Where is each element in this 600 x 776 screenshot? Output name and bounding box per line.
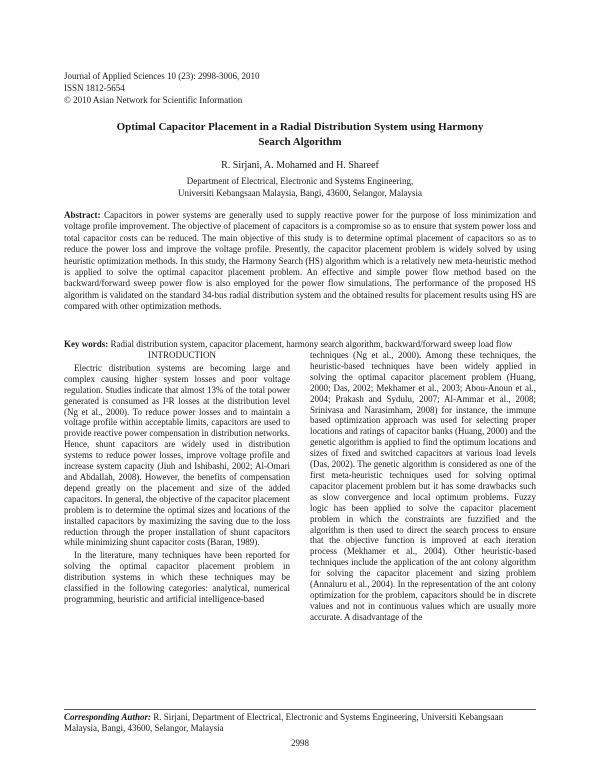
journal-header [64,70,259,106]
affiliation-line-1: Department of Electrical, Electronic and Systems Engineering, [186,176,414,186]
abstract [64,210,536,313]
corresponding-author [64,712,536,734]
keywords-label: Key words: [64,339,109,349]
journal-copyright: © 2010 Asian Network for Scientific Information [64,95,243,105]
corresponding-text: R. Sirjani, Department of Electrical, Electronic and Systems Engineering, Universiti Kebangsaan Malaysia, Bangi, 43600, Selangor, Malaysia [64,712,504,733]
affiliation-line-2: Universiti Kebangsaan Malaysia, Bangi, 43600, Selangor, Malaysia [177,188,423,198]
intro-paragraph-3: techniques (Ng et al., 2000). Among these techniques, the heuristic-based techniques have been widely applied in solving the optimal capacitor placement problem (Huang, 2000; Das, 2002; Mekhamer et al., 2003; Abou-Anoun et al., 2004; Prakash and Sydulu, 2007; Al-Ammar et al., 2008; Srinivasa and Narasimham, 2008) for instance, the immune based optimization approach was used for selecting proper locations and ratings of capacitor banks (Huang, 2000) and the genetic algorithm is applied to find the optimum locations and sizes of fixed and switched capacitors at various load levels (Das, 2002). The genetic algorithm is considered as one of the first meta-heuristic techniques used for solving optimal capacitor placement problem but it has some drawbacks such as slow convergence and local optimum problems. Fuzzy logic has been applied to solve the capacitor placement problem in which the constraints are fuzzified and the algorithm is then used to direct the search process to ensure that the objective function is improved at each iteration process (Mekhamer et al., 2004). Other heuristic-based techniques include the application of the ant colony algorithm for solving the capacitor placement and sizing problem (Annaluru et al., 2004). In the representation of the ant colony optimization for the problem, capacitors should be in discrete values and not in continuous values which are usually more accurate. A disadvantage of the [310,350,536,622]
keywords-text: Radial distribution system, capacitor placement, harmony search algorithm, backward/forward sweep load flow [110,339,513,349]
introduction-heading: INTRODUCTION [148,350,216,360]
journal-issn: ISSN 1812-5654 [64,83,125,93]
footnote-divider [64,709,536,710]
keywords [64,339,536,350]
intro-paragraph-2: In the literature, many techniques have been reported for solving the optimal capacitor placement problem in distribution systems in which these techniques may be classified in the following categories: analytical, numerical programming, heuristic and artificial intelligence-based [64,550,290,604]
author-affiliation [100,175,500,199]
right-column [310,350,536,623]
corresponding-label: Corresponding Author: [64,712,151,722]
page-number: 2998 [291,738,309,748]
abstract-text: Capacitors in power systems are generally used to supply reactive power for the purpose of loss minimization and voltage profile improvement. The objective of placement of capacitors is a compromise so as to ensure that system power loss and total capacitor costs can be reduced. The main objective of this study is to determine optimal placement of capacitors so as to reduce the power loss and improve the voltage profile. Presently, the capacitor placement problem is widely solved by using heuristic optimization methods. In this study, the Harmony Search (HS) algorithm which is a relatively new meta-heuristic method is applied to solve the optimal capacitor placement problem. An effective and simple power flow method based on the backward/forward sweep power flow is also employed for the power flow simulations. The performance of the proposed HS algorithm is validated on the standard 34-bus radial distribution system and the obtained results for placement results using HS are compared with other optimization methods. [64,210,536,312]
intro-paragraph-1: Electric distribution systems are becoming large and complex causing higher system losses and poor voltage regulation. Studies indicate that almost 13% of the total power generated is consumed as I²R losses at the distribution level (Ng et al., 2000). To reduce power losses and to maintain a voltage profile within acceptable limits, capacitors are used to provide reactive power compensation in distribution networks. Hence, shunt capacitors are widely used in distribution systems to reduce power losses, improve voltage profile and increase system capacity (Jiuh and Ishibashi, 2002; Al-Omari and Abdallah, 2008). However, the benefits of compensation depend greatly on the placement and size of the added capacitors. In general, the objective of the capacitor placement problem is to determine the optimal sizes and locations of the installed capacitors by maximizing the saving due to the loss reduction through the proper installation of shunt capacitors while minimizing shunt capacitor costs (Baran, 1989). [64,362,290,548]
abstract-label: Abstract: [64,210,101,220]
paper-title: Optimal Capacitor Placement in a Radial Distribution System using Harmony Search Algorithm [116,121,484,148]
paper-authors: R. Sirjani, A. Mohamed and H. Shareef [221,160,379,171]
left-column [64,350,290,605]
journal-citation: Journal of Applied Sciences 10 (23): 2998-3006, 2010 [64,71,260,81]
